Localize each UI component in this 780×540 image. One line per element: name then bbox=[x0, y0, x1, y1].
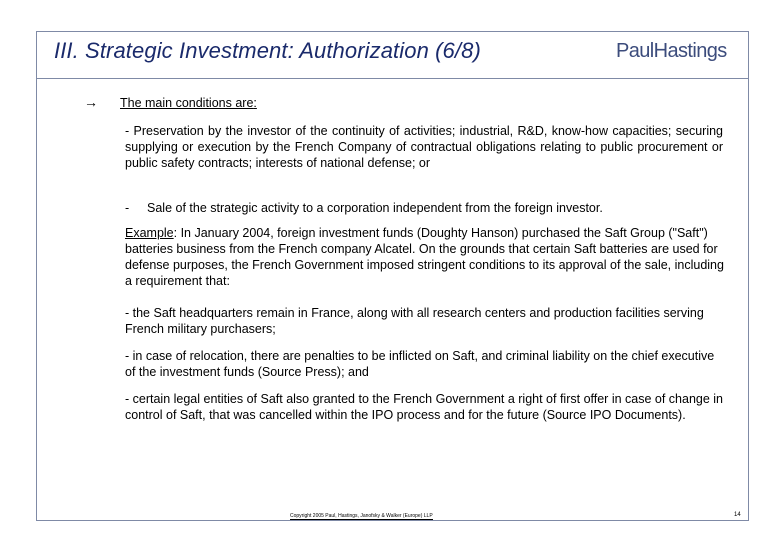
copyright-notice: Copyright 2005 Paul, Hastings, Janofsky & Walker (Europe) LLP bbox=[290, 513, 433, 519]
requirement-point-2: - in case of relocation, there are penalties to be inflicted on Saft, and criminal liability on the chief executive of the investment funds (Source Press); and bbox=[125, 349, 715, 379]
slide-title: III. Strategic Investment: Authorization (6/8) bbox=[54, 38, 481, 63]
logo-text-paul: Paul bbox=[616, 40, 654, 62]
paul-hastings-logo bbox=[616, 40, 727, 63]
condition-2 bbox=[125, 200, 725, 216]
intro-line bbox=[120, 96, 257, 110]
logo-text-hastings: Hastings bbox=[653, 40, 727, 62]
condition-2-text: Sale of the strategic activity to a corporation independent from the foreign investor. bbox=[147, 201, 603, 215]
requirement-point-3: - certain legal entities of Saft also granted to the French Government a right of first offer in case of change in control of Saft, that was cancelled within the IPO process and for the future (Source IPO Documents). bbox=[125, 392, 724, 422]
example-label: Example bbox=[125, 226, 174, 240]
condition-2-dash: - bbox=[125, 201, 130, 215]
requirement-point-1: - the Saft headquarters remain in France, along with all research centers and production facilities serving French military purchasers; bbox=[125, 306, 704, 336]
intro-colon: : bbox=[253, 96, 257, 110]
condition-1: - Preservation by the investor of the continuity of activities; industrial, R&D, know-how capacities; securing supplying or execution by the French Company of contractual obligations relating to public procurement or public safety contracts; interests of national defense; or bbox=[125, 124, 723, 170]
example-text: : In January 2004, foreign investment funds (Doughty Hanson) purchased the Saft Group ("Saft") batteries business from the French company Alcatel. On the grounds that certain Saft batteries are used for defense purposes, the French Government imposed stringent conditions to its approval of the sale, including a requirement that: bbox=[125, 226, 724, 288]
example-paragraph bbox=[125, 225, 725, 289]
page-number: 14 bbox=[734, 512, 741, 518]
intro-text: The main conditions are bbox=[120, 96, 254, 110]
title-divider bbox=[36, 78, 749, 79]
arrow-bullet-icon: → bbox=[84, 94, 98, 110]
